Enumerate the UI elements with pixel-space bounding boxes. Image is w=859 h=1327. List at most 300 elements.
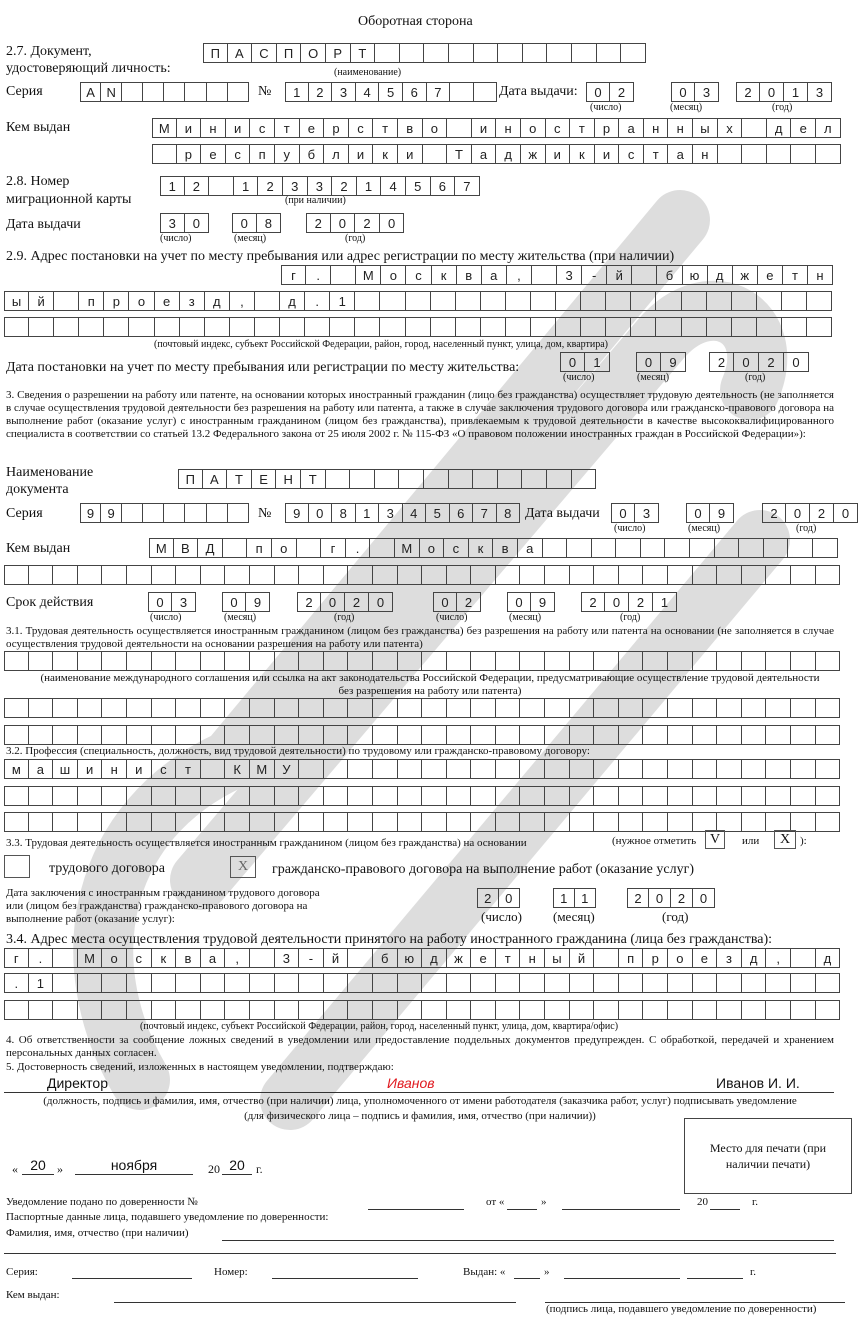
char-cell[interactable] xyxy=(717,1000,742,1020)
char-cell[interactable] xyxy=(176,725,201,745)
char-cell[interactable]: о xyxy=(129,291,154,311)
char-cell[interactable] xyxy=(209,176,234,196)
char-cell[interactable]: М xyxy=(395,538,420,558)
char-cell[interactable] xyxy=(201,651,226,671)
char-cell[interactable] xyxy=(102,651,127,671)
permit-issue-month[interactable] xyxy=(686,503,734,523)
char-cell[interactable]: 5 xyxy=(426,503,450,523)
char-cell[interactable]: 0 xyxy=(380,213,405,233)
char-cell[interactable]: 1 xyxy=(285,82,309,102)
char-cell[interactable] xyxy=(570,725,595,745)
char-cell[interactable] xyxy=(324,812,349,832)
char-cell[interactable] xyxy=(556,317,581,337)
char-cell[interactable] xyxy=(717,759,742,779)
char-cell[interactable]: 0 xyxy=(649,888,671,908)
permit-issue-year[interactable] xyxy=(762,503,858,523)
char-cell[interactable]: 0 xyxy=(834,503,858,523)
char-cell[interactable]: 0 xyxy=(185,213,210,233)
char-cell[interactable]: 1 xyxy=(357,176,382,196)
char-cell[interactable] xyxy=(619,973,644,993)
char-cell[interactable] xyxy=(742,812,767,832)
char-cell[interactable] xyxy=(543,538,568,558)
char-cell[interactable] xyxy=(102,565,127,585)
char-cell[interactable] xyxy=(127,812,152,832)
char-cell[interactable] xyxy=(53,565,78,585)
registration-day[interactable] xyxy=(560,352,610,372)
char-cell[interactable] xyxy=(78,565,103,585)
char-cell[interactable] xyxy=(122,82,143,102)
char-cell[interactable] xyxy=(54,317,79,337)
char-cell[interactable] xyxy=(471,725,496,745)
char-cell[interactable]: М xyxy=(152,118,177,138)
char-cell[interactable] xyxy=(665,538,690,558)
char-cell[interactable]: т xyxy=(496,948,521,968)
char-cell[interactable] xyxy=(348,786,373,806)
proxy-year-field[interactable] xyxy=(710,1209,740,1210)
char-cell[interactable]: р xyxy=(595,118,620,138)
char-cell[interactable]: 1 xyxy=(160,176,185,196)
char-cell[interactable] xyxy=(547,469,572,489)
char-cell[interactable]: . xyxy=(346,538,371,558)
char-cell[interactable]: 1 xyxy=(653,592,677,612)
char-cell[interactable] xyxy=(456,291,481,311)
char-cell[interactable] xyxy=(766,973,791,993)
char-cell[interactable]: 6 xyxy=(403,82,427,102)
char-cell[interactable]: о xyxy=(102,948,127,968)
char-cell[interactable] xyxy=(299,812,324,832)
char-cell[interactable] xyxy=(447,1000,472,1020)
char-cell[interactable]: с xyxy=(444,538,469,558)
char-cell[interactable] xyxy=(471,812,496,832)
char-cell[interactable]: 0 xyxy=(369,592,393,612)
validity-from-day[interactable] xyxy=(148,592,196,612)
char-cell[interactable] xyxy=(668,1000,693,1020)
char-cell[interactable] xyxy=(668,786,693,806)
char-cell[interactable]: , xyxy=(766,948,791,968)
char-cell[interactable] xyxy=(782,291,807,311)
char-cell[interactable] xyxy=(791,812,816,832)
char-cell[interactable] xyxy=(280,317,305,337)
char-cell[interactable] xyxy=(155,317,180,337)
permit-issuer-row-1[interactable] xyxy=(149,538,838,558)
char-cell[interactable] xyxy=(422,786,447,806)
char-cell[interactable]: 3 xyxy=(557,265,582,285)
char-cell[interactable]: 0 xyxy=(686,503,710,523)
migration-issue-month[interactable] xyxy=(232,213,281,233)
char-cell[interactable] xyxy=(250,565,275,585)
char-cell[interactable]: б xyxy=(373,948,398,968)
char-cell[interactable] xyxy=(572,43,597,63)
char-cell[interactable] xyxy=(693,565,718,585)
char-cell[interactable]: 3 xyxy=(379,503,403,523)
char-cell[interactable]: и xyxy=(472,118,497,138)
char-cell[interactable]: а xyxy=(668,144,693,164)
char-cell[interactable] xyxy=(757,317,782,337)
char-cell[interactable]: ы xyxy=(545,948,570,968)
char-cell[interactable] xyxy=(152,1000,177,1020)
char-cell[interactable] xyxy=(129,317,154,337)
char-cell[interactable]: з xyxy=(180,291,205,311)
char-cell[interactable] xyxy=(742,144,767,164)
char-cell[interactable] xyxy=(398,651,423,671)
char-cell[interactable]: р xyxy=(177,144,202,164)
char-cell[interactable] xyxy=(4,812,29,832)
char-cell[interactable] xyxy=(715,538,740,558)
char-cell[interactable]: а xyxy=(482,265,507,285)
char-cell[interactable] xyxy=(406,317,431,337)
work-address-row-1[interactable] xyxy=(4,948,840,968)
char-cell[interactable] xyxy=(164,82,185,102)
char-cell[interactable]: ж xyxy=(521,144,546,164)
char-cell[interactable]: 9 xyxy=(710,503,734,523)
char-cell[interactable]: е xyxy=(791,118,816,138)
char-cell[interactable]: 0 xyxy=(222,592,246,612)
char-cell[interactable] xyxy=(572,469,597,489)
char-cell[interactable]: 6 xyxy=(450,503,474,523)
passport-issue-year[interactable] xyxy=(736,82,832,102)
passport-number-field[interactable] xyxy=(285,82,497,102)
char-cell[interactable] xyxy=(275,651,300,671)
char-cell[interactable] xyxy=(693,812,718,832)
char-cell[interactable] xyxy=(348,725,373,745)
char-cell[interactable] xyxy=(53,1000,78,1020)
char-cell[interactable] xyxy=(643,698,668,718)
char-cell[interactable]: 2 xyxy=(581,592,605,612)
sign-date-day[interactable]: 20 xyxy=(30,1157,46,1173)
char-cell[interactable] xyxy=(373,698,398,718)
char-cell[interactable] xyxy=(570,698,595,718)
char-cell[interactable]: н xyxy=(644,118,669,138)
char-cell[interactable] xyxy=(717,698,742,718)
char-cell[interactable]: й xyxy=(324,948,349,968)
char-cell[interactable] xyxy=(230,317,255,337)
char-cell[interactable] xyxy=(668,565,693,585)
char-cell[interactable] xyxy=(431,317,456,337)
char-cell[interactable] xyxy=(816,698,841,718)
char-cell[interactable]: и xyxy=(595,144,620,164)
char-cell[interactable]: д xyxy=(708,265,733,285)
char-cell[interactable] xyxy=(299,725,324,745)
char-cell[interactable] xyxy=(570,759,595,779)
char-cell[interactable] xyxy=(816,144,841,164)
char-cell[interactable]: 3 xyxy=(308,176,333,196)
stay-address-row-3[interactable] xyxy=(4,317,832,337)
char-cell[interactable]: . xyxy=(4,973,29,993)
char-cell[interactable] xyxy=(380,291,405,311)
char-cell[interactable] xyxy=(545,812,570,832)
char-cell[interactable] xyxy=(29,698,54,718)
char-cell[interactable] xyxy=(532,265,557,285)
char-cell[interactable] xyxy=(373,1000,398,1020)
profession-row-1[interactable] xyxy=(4,759,840,779)
char-cell[interactable] xyxy=(422,651,447,671)
s31-row-3[interactable] xyxy=(4,725,840,745)
passport-issue-day[interactable] xyxy=(586,82,634,102)
char-cell[interactable]: г xyxy=(4,948,29,968)
char-cell[interactable] xyxy=(732,317,757,337)
char-cell[interactable]: 6 xyxy=(431,176,456,196)
char-cell[interactable] xyxy=(693,759,718,779)
char-cell[interactable] xyxy=(767,144,792,164)
char-cell[interactable]: с xyxy=(226,144,251,164)
validity-to-year[interactable] xyxy=(581,592,677,612)
char-cell[interactable] xyxy=(707,291,732,311)
char-cell[interactable] xyxy=(668,973,693,993)
char-cell[interactable] xyxy=(496,725,521,745)
permit-number-field[interactable] xyxy=(285,503,520,523)
char-cell[interactable] xyxy=(176,565,201,585)
char-cell[interactable] xyxy=(348,651,373,671)
char-cell[interactable]: о xyxy=(423,118,448,138)
char-cell[interactable] xyxy=(4,651,29,671)
char-cell[interactable]: 0 xyxy=(636,352,661,372)
contract-year[interactable] xyxy=(627,888,715,908)
char-cell[interactable] xyxy=(373,786,398,806)
char-cell[interactable] xyxy=(668,812,693,832)
char-cell[interactable]: 2 xyxy=(810,503,834,523)
char-cell[interactable]: и xyxy=(349,144,374,164)
char-cell[interactable]: ю xyxy=(683,265,708,285)
char-cell[interactable] xyxy=(29,725,54,745)
char-cell[interactable]: 3 xyxy=(332,82,356,102)
char-cell[interactable]: д xyxy=(742,948,767,968)
char-cell[interactable]: д xyxy=(205,291,230,311)
char-cell[interactable]: с xyxy=(152,759,177,779)
char-cell[interactable]: 0 xyxy=(693,888,715,908)
char-cell[interactable] xyxy=(326,469,351,489)
char-cell[interactable] xyxy=(4,317,29,337)
char-cell[interactable] xyxy=(250,786,275,806)
char-cell[interactable]: 9 xyxy=(661,352,686,372)
permit-series-field[interactable] xyxy=(80,503,249,523)
char-cell[interactable] xyxy=(718,144,743,164)
char-cell[interactable]: . xyxy=(305,291,330,311)
char-cell[interactable]: н xyxy=(520,948,545,968)
char-cell[interactable] xyxy=(742,651,767,671)
char-cell[interactable] xyxy=(619,1000,644,1020)
char-cell[interactable]: 2 xyxy=(627,888,649,908)
char-cell[interactable] xyxy=(481,291,506,311)
char-cell[interactable] xyxy=(447,118,472,138)
char-cell[interactable]: б xyxy=(657,265,682,285)
char-cell[interactable] xyxy=(399,469,424,489)
char-cell[interactable] xyxy=(250,973,275,993)
char-cell[interactable] xyxy=(690,538,715,558)
migration-issue-year[interactable] xyxy=(306,213,404,233)
char-cell[interactable] xyxy=(643,651,668,671)
char-cell[interactable]: 0 xyxy=(433,592,457,612)
char-cell[interactable] xyxy=(330,317,355,337)
char-cell[interactable]: В xyxy=(174,538,199,558)
char-cell[interactable]: 2 xyxy=(297,592,321,612)
char-cell[interactable] xyxy=(707,317,732,337)
char-cell[interactable] xyxy=(207,82,228,102)
char-cell[interactable] xyxy=(250,812,275,832)
char-cell[interactable]: т xyxy=(176,759,201,779)
char-cell[interactable] xyxy=(424,469,449,489)
validity-to-month[interactable] xyxy=(507,592,555,612)
char-cell[interactable]: 2 xyxy=(185,176,210,196)
passport-issue-month[interactable] xyxy=(671,82,719,102)
char-cell[interactable]: 2 xyxy=(355,213,380,233)
char-cell[interactable] xyxy=(496,786,521,806)
char-cell[interactable]: 3 xyxy=(695,82,719,102)
char-cell[interactable] xyxy=(324,1000,349,1020)
char-cell[interactable] xyxy=(4,698,29,718)
doc-name-field[interactable] xyxy=(203,43,646,63)
char-cell[interactable] xyxy=(275,565,300,585)
char-cell[interactable] xyxy=(373,651,398,671)
char-cell[interactable] xyxy=(766,812,791,832)
char-cell[interactable] xyxy=(370,538,395,558)
char-cell[interactable] xyxy=(496,973,521,993)
char-cell[interactable] xyxy=(299,973,324,993)
char-cell[interactable] xyxy=(373,973,398,993)
char-cell[interactable] xyxy=(791,759,816,779)
char-cell[interactable] xyxy=(348,948,373,968)
char-cell[interactable] xyxy=(717,973,742,993)
char-cell[interactable]: в xyxy=(176,948,201,968)
char-cell[interactable]: д xyxy=(816,948,841,968)
char-cell[interactable] xyxy=(207,503,228,523)
char-cell[interactable] xyxy=(122,503,143,523)
char-cell[interactable] xyxy=(816,725,841,745)
char-cell[interactable]: а xyxy=(518,538,543,558)
char-cell[interactable]: 0 xyxy=(611,503,635,523)
char-cell[interactable]: с xyxy=(250,118,275,138)
char-cell[interactable] xyxy=(656,317,681,337)
char-cell[interactable] xyxy=(299,565,324,585)
char-cell[interactable] xyxy=(520,812,545,832)
char-cell[interactable] xyxy=(732,291,757,311)
char-cell[interactable]: с xyxy=(619,144,644,164)
char-cell[interactable]: 8 xyxy=(497,503,521,523)
char-cell[interactable]: 0 xyxy=(232,213,257,233)
char-cell[interactable] xyxy=(766,786,791,806)
char-cell[interactable]: Р xyxy=(326,43,351,63)
permit-docname-field[interactable] xyxy=(178,469,596,489)
char-cell[interactable] xyxy=(398,725,423,745)
char-cell[interactable]: д xyxy=(422,948,447,968)
char-cell[interactable] xyxy=(152,812,177,832)
char-cell[interactable]: М xyxy=(356,265,381,285)
char-cell[interactable] xyxy=(496,651,521,671)
char-cell[interactable] xyxy=(693,725,718,745)
proxy-passport-number-field[interactable] xyxy=(272,1278,418,1279)
char-cell[interactable] xyxy=(816,973,841,993)
char-cell[interactable]: 2 xyxy=(309,82,333,102)
char-cell[interactable]: н xyxy=(693,144,718,164)
char-cell[interactable] xyxy=(643,759,668,779)
char-cell[interactable] xyxy=(594,1000,619,1020)
char-cell[interactable] xyxy=(424,43,449,63)
char-cell[interactable] xyxy=(201,565,226,585)
char-cell[interactable] xyxy=(398,786,423,806)
proxy-number-field[interactable] xyxy=(368,1209,464,1210)
char-cell[interactable]: 0 xyxy=(784,352,809,372)
char-cell[interactable]: к xyxy=(469,538,494,558)
char-cell[interactable] xyxy=(78,725,103,745)
char-cell[interactable]: е xyxy=(693,948,718,968)
char-cell[interactable]: 9 xyxy=(246,592,270,612)
char-cell[interactable] xyxy=(143,82,164,102)
char-cell[interactable] xyxy=(29,651,54,671)
char-cell[interactable]: ш xyxy=(53,759,78,779)
char-cell[interactable]: й xyxy=(607,265,632,285)
char-cell[interactable] xyxy=(102,973,127,993)
char-cell[interactable] xyxy=(643,1000,668,1020)
char-cell[interactable]: ж xyxy=(447,948,472,968)
char-cell[interactable] xyxy=(631,291,656,311)
char-cell[interactable]: н xyxy=(102,759,127,779)
char-cell[interactable]: п xyxy=(250,144,275,164)
char-cell[interactable] xyxy=(619,725,644,745)
char-cell[interactable] xyxy=(79,317,104,337)
char-cell[interactable]: 0 xyxy=(331,213,356,233)
char-cell[interactable]: 2 xyxy=(671,888,693,908)
char-cell[interactable] xyxy=(305,317,330,337)
char-cell[interactable] xyxy=(225,1000,250,1020)
char-cell[interactable] xyxy=(791,565,816,585)
char-cell[interactable] xyxy=(29,812,54,832)
char-cell[interactable] xyxy=(102,812,127,832)
char-cell[interactable] xyxy=(255,291,280,311)
char-cell[interactable]: т xyxy=(783,265,808,285)
char-cell[interactable] xyxy=(496,565,521,585)
char-cell[interactable] xyxy=(592,538,617,558)
char-cell[interactable] xyxy=(742,759,767,779)
char-cell[interactable] xyxy=(496,1000,521,1020)
char-cell[interactable] xyxy=(816,651,841,671)
char-cell[interactable] xyxy=(250,1000,275,1020)
char-cell[interactable] xyxy=(29,317,54,337)
char-cell[interactable]: 0 xyxy=(605,592,629,612)
char-cell[interactable] xyxy=(29,786,54,806)
char-cell[interactable]: М xyxy=(250,759,275,779)
char-cell[interactable] xyxy=(474,43,499,63)
registration-month[interactable] xyxy=(636,352,686,372)
char-cell[interactable] xyxy=(102,1000,127,1020)
char-cell[interactable] xyxy=(545,725,570,745)
char-cell[interactable] xyxy=(152,144,177,164)
char-cell[interactable] xyxy=(766,725,791,745)
char-cell[interactable] xyxy=(324,651,349,671)
char-cell[interactable] xyxy=(717,812,742,832)
char-cell[interactable] xyxy=(127,1000,152,1020)
char-cell[interactable]: ы xyxy=(4,291,29,311)
char-cell[interactable] xyxy=(348,759,373,779)
char-cell[interactable] xyxy=(422,725,447,745)
char-cell[interactable] xyxy=(422,1000,447,1020)
char-cell[interactable]: 2 xyxy=(759,352,784,372)
char-cell[interactable] xyxy=(807,317,832,337)
char-cell[interactable]: й xyxy=(570,948,595,968)
proxy-series-field[interactable] xyxy=(72,1278,192,1279)
char-cell[interactable] xyxy=(423,144,448,164)
char-cell[interactable] xyxy=(324,973,349,993)
char-cell[interactable] xyxy=(816,786,841,806)
char-cell[interactable] xyxy=(398,973,423,993)
char-cell[interactable]: 0 xyxy=(507,592,531,612)
char-cell[interactable]: 5 xyxy=(406,176,431,196)
char-cell[interactable]: А xyxy=(228,43,253,63)
char-cell[interactable] xyxy=(474,82,498,102)
char-cell[interactable] xyxy=(324,725,349,745)
char-cell[interactable] xyxy=(594,812,619,832)
char-cell[interactable]: 0 xyxy=(586,82,610,102)
char-cell[interactable] xyxy=(813,538,838,558)
char-cell[interactable] xyxy=(78,812,103,832)
